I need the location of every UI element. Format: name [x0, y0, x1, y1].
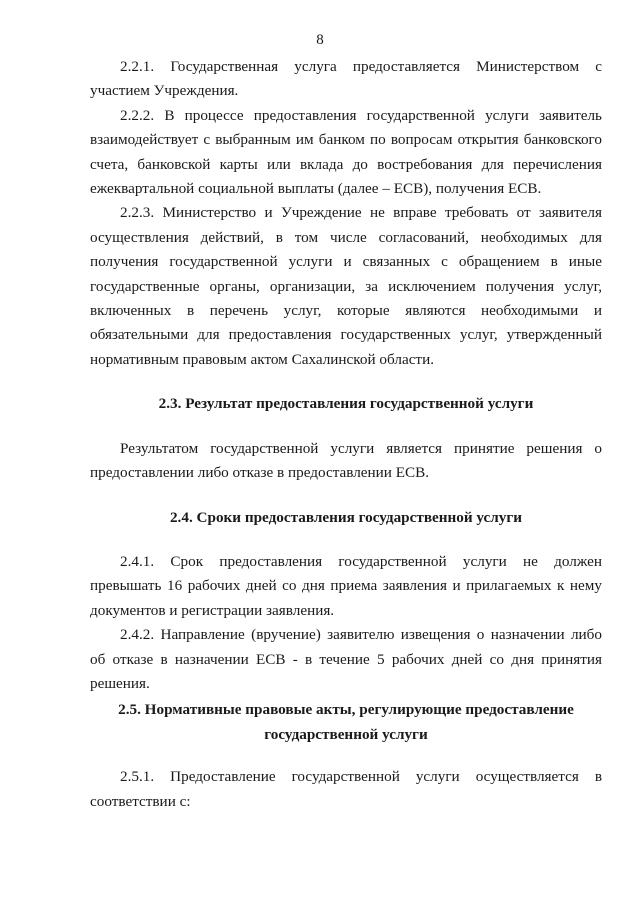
- paragraph-2-2-3: 2.2.3. Министерство и Учреждение не вправе требовать от заявителя осуществления действий, в том числе согласований, необходимых для получения государственной услуги и связанных с обращением в иные государственные органы, организации, за исключением получения услуг, включенных в перечень услуг, которые являются необходимыми и обязательными для предоставления государственных услуг, утвержденный нормативным правовым актом Сахалинской области.: [90, 204, 602, 368]
- section-heading-2-5-line-2: государственной услуги: [264, 725, 428, 743]
- page-number: 8: [316, 32, 324, 48]
- document-body: [90, 55, 602, 814]
- paragraph-2-5-1: 2.5.1. Предоставление государственной услуги осуществляется в соответствии с:: [90, 768, 602, 810]
- paragraph-2-3: Результатом государственной услуги является принятие решения о предоставлении либо отказе в предоставлении ЕСВ.: [90, 439, 602, 482]
- section-heading-2-3: 2.3. Результат предоставления государственной услуги: [158, 395, 534, 413]
- paragraph-2-2-1: 2.2.1. Государственная услуга предоставляется Министерством с участием Учреждения.: [90, 58, 602, 100]
- section-heading-2-5: [90, 698, 602, 747]
- paragraph-2-2-2: 2.2.2. В процессе предоставления государственной услуги заявитель взаимодействует с выбранным им банком по вопросам открытия банковского счета, банковской карты или вклада до востребования для перечисления ежеквартальной социальной выплаты (далее – ЕСВ), получения ЕСВ.: [90, 106, 602, 198]
- paragraph-2-4-2: 2.4.2. Направление (вручение) заявителю извещения о назначении либо об отказе в назначении ЕСВ - в течение 5 рабочих дней со дня принятия решения.: [90, 626, 602, 692]
- section-heading-2-5-line-1: 2.5. Нормативные правовые акты, регулирующие предоставление: [118, 701, 574, 719]
- paragraph-2-4-1: 2.4.1. Срок предоставления государственной услуги не должен превышать 16 рабочих дней со дня приема заявления и прилагаемых к нему документов и регистрации заявления.: [90, 552, 602, 619]
- section-heading-2-4: 2.4. Сроки предоставления государственной услуги: [169, 508, 523, 526]
